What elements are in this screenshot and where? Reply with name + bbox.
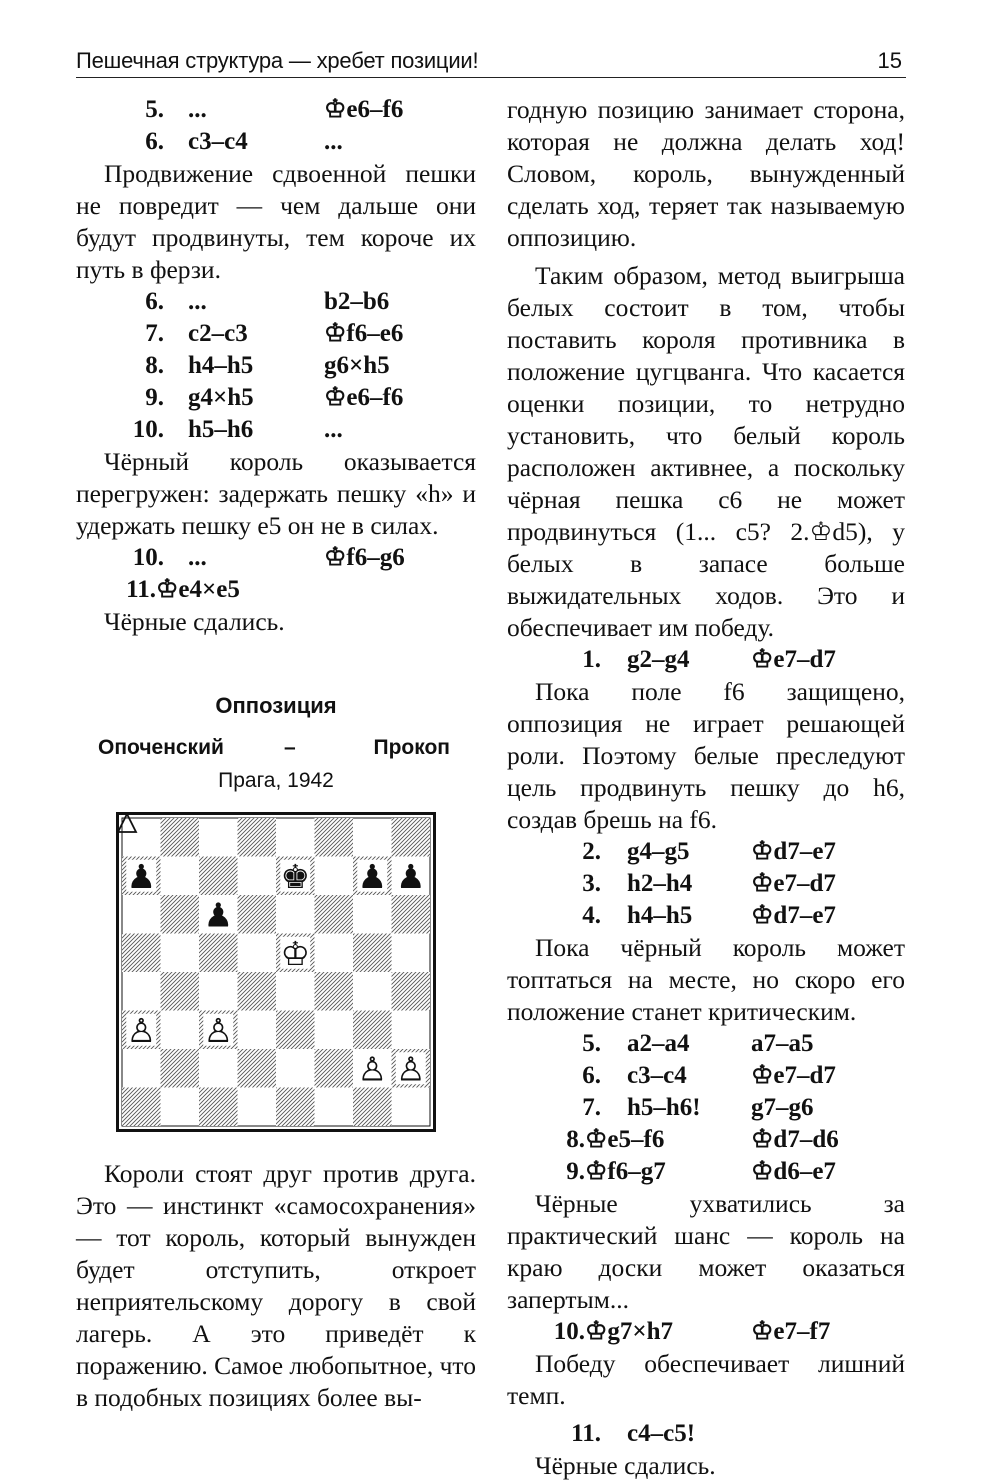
paragraph: Чёрные ухватились за практический шанс — король на краю доски может оказаться запертым... [507, 1189, 905, 1314]
white-move: h4–h5 [627, 902, 693, 929]
dark-square [353, 1011, 392, 1050]
black-player: Прокоп [373, 736, 450, 759]
dark-square [315, 1049, 354, 1088]
white-move: ♔f6–g7 [585, 1158, 666, 1185]
move-number: 1. [582, 646, 601, 673]
paragraph: Победу обеспечивает лишний темп. [507, 1349, 905, 1410]
move-row [507, 1092, 905, 1124]
black-move: ♔d7–e7 [751, 838, 836, 865]
black-move: g6×h5 [324, 352, 390, 379]
paragraph: годную позицию занимает сторона, которая не должна делать ход! Словом, король, вынужденный сделать ход, теряет так называемую оппозицию. [507, 95, 905, 252]
paragraph: Таким образом, метод выигрыша белых состоит в том, чтобы поставить короля противника в положение цугцванга. Что касается оценки позиции, то нетрудно установить, что белый король расположен активнее, а поскольку чёрная пешка c6 не может продвинуться (1... c5? 2.♔d5), у белых в запасе больше выжидательных ходов. Это и обеспечивает им победу. [507, 261, 905, 642]
dark-square [199, 1088, 238, 1127]
white-move: g4×h5 [188, 384, 254, 411]
white-move: h2–h4 [627, 870, 693, 897]
dark-square [353, 1088, 392, 1127]
white-move: h4–h5 [188, 352, 254, 379]
result-text: Чёрные сдались. [104, 607, 285, 636]
white-move: h5–h6 [188, 416, 254, 443]
move-number: 10. [132, 544, 164, 571]
white-move: g4–g5 [627, 838, 690, 865]
white-move: c4–c5! [627, 1420, 696, 1447]
result-text: Чёрные сдались. [535, 1451, 716, 1480]
white-move: ... [188, 96, 207, 123]
move-number: 11. [126, 576, 156, 603]
dark-square [238, 818, 277, 857]
move-row [76, 542, 476, 574]
dark-square [315, 818, 354, 857]
paragraph: Чёрный король оказывается перегружен: задержать пешку «h» и удержать пешку e5 он не в силах. [76, 447, 476, 540]
players-dash: – [284, 736, 296, 759]
black-move: a7–a5 [751, 1030, 814, 1057]
white-move: ♔e4×e5 [156, 576, 240, 603]
white-move: a2–a4 [627, 1030, 690, 1057]
black-move: ♔e6–f6 [324, 384, 404, 411]
dark-square [276, 1011, 315, 1050]
dark-square [238, 1049, 277, 1088]
move-number: 5. [582, 1030, 601, 1057]
dark-square [199, 857, 238, 896]
chess-diagram [76, 812, 476, 1158]
move-row [76, 382, 476, 414]
paragraph: Продвижение сдвоенной пешки не повредит — чем дальше они будут продвинуты, тем короче их путь в ферзи. [76, 159, 476, 284]
black-move: ♔e7–f7 [751, 1318, 831, 1345]
white-move: c3–c4 [627, 1062, 687, 1089]
move-row [507, 1124, 905, 1156]
black-pawn-icon: ♟ [126, 856, 157, 896]
black-move: ♔e7–d7 [751, 870, 836, 897]
move-row [507, 868, 905, 900]
move-row [76, 574, 476, 606]
move-row [507, 900, 905, 932]
move-row [507, 1060, 905, 1092]
dark-square [392, 972, 431, 1011]
white-move: ... [188, 544, 207, 571]
black-move: ♔f6–e6 [324, 320, 404, 347]
move-number: 8. [145, 352, 164, 379]
move-row [507, 644, 905, 676]
move-row [76, 350, 476, 382]
black-pawn-icon: ♟ [203, 895, 234, 935]
dark-square [353, 934, 392, 973]
black-move: ... [324, 416, 343, 443]
move-row [507, 1156, 905, 1188]
move-number: 7. [582, 1094, 601, 1121]
black-pawn-icon: ♟ [357, 856, 388, 896]
move-row [76, 286, 476, 318]
black-move: ♔d6–e7 [751, 1158, 836, 1185]
move-number: 6. [145, 288, 164, 315]
right-column [507, 94, 905, 1482]
move-row [507, 1028, 905, 1060]
dark-square [161, 972, 200, 1011]
running-title: Пешечная структура — хребет позиции! [76, 48, 479, 73]
black-move: ♔e7–d7 [751, 646, 836, 673]
move-number: 9. [566, 1158, 585, 1185]
move-number: 7. [145, 320, 164, 347]
dark-square [122, 1088, 161, 1127]
white-pawn-icon: ♙ [357, 1049, 388, 1089]
white-move: h5–h6! [627, 1094, 701, 1121]
move-number: 11. [571, 1420, 601, 1447]
white-player: Опоченский [98, 736, 224, 759]
white-to-move-icon [116, 812, 138, 834]
move-number: 5. [145, 96, 164, 123]
move-number: 9. [145, 384, 164, 411]
move-number: 8. [566, 1126, 585, 1153]
chess-board [116, 812, 434, 1132]
white-move: ... [188, 288, 207, 315]
move-number: 10. [132, 416, 164, 443]
black-move: ♔d7–d6 [751, 1126, 839, 1153]
dark-square [199, 934, 238, 973]
move-row [76, 318, 476, 350]
move-number: 4. [582, 902, 601, 929]
dark-square [315, 972, 354, 1011]
paragraph: Пока чёрный король может топтаться на месте, но скоро его положение станет критическим. [507, 933, 905, 1026]
dark-square [161, 818, 200, 857]
move-number: 10. [553, 1318, 585, 1345]
dark-square [392, 895, 431, 934]
move-row [507, 1418, 905, 1450]
dark-square [122, 934, 161, 973]
move-number: 6. [145, 128, 164, 155]
black-move: ♔e6–f6 [324, 96, 404, 123]
move-row [76, 94, 476, 126]
white-pawn-icon: ♙ [126, 1010, 157, 1050]
move-row [507, 1316, 905, 1348]
black-move: ... [324, 128, 343, 155]
move-number: 6. [582, 1062, 601, 1089]
black-move: ♔d7–e7 [751, 902, 836, 929]
dark-square [276, 1088, 315, 1127]
dark-square [238, 895, 277, 934]
dark-square [161, 1049, 200, 1088]
game-players [76, 732, 476, 766]
dark-square [315, 895, 354, 934]
white-king-icon: ♔ [280, 933, 311, 973]
white-move: ♔g7×h7 [585, 1318, 674, 1345]
paragraph: Короли стоят друг против друга. Это — инстинкт «самосохранения» — тот король, который вынужден будет отступить, откроет неприятельскому дорогу в свой лагерь. А это приведёт к поражению. Самое любопытное, что в подобных позициях более вы- [76, 1159, 476, 1412]
white-move: c3–c4 [188, 128, 248, 155]
white-move: g2–g4 [627, 646, 690, 673]
move-number: 3. [582, 870, 601, 897]
dark-square [161, 895, 200, 934]
black-move: ♔e7–d7 [751, 1062, 836, 1089]
black-king-icon: ♚ [280, 856, 311, 896]
move-row [76, 414, 476, 446]
white-move: c2–c3 [188, 320, 248, 347]
black-move: ♔f6–g6 [324, 544, 405, 571]
black-move: g7–g6 [751, 1094, 814, 1121]
dark-square [392, 818, 431, 857]
white-move: ♔e5–f6 [585, 1126, 665, 1153]
running-header [76, 42, 906, 78]
page-number: 15 [877, 48, 902, 73]
left-column [76, 94, 476, 1414]
move-row [76, 126, 476, 158]
move-row [507, 836, 905, 868]
black-pawn-icon: ♟ [395, 856, 426, 896]
game-place-year: Прага, 1942 [218, 769, 334, 792]
white-pawn-icon: ♙ [395, 1049, 426, 1089]
paragraph: Пока поле f6 защищено, оппозиция не играет решающей роли. Поэтому белые преследуют цель продвинуть пешку до h6, создав брешь на f6. [507, 677, 905, 834]
white-pawn-icon: ♙ [203, 1010, 234, 1050]
move-number: 2. [582, 838, 601, 865]
dark-square [238, 972, 277, 1011]
section-heading: Оппозиция [215, 693, 337, 718]
black-move: b2–b6 [324, 288, 390, 315]
